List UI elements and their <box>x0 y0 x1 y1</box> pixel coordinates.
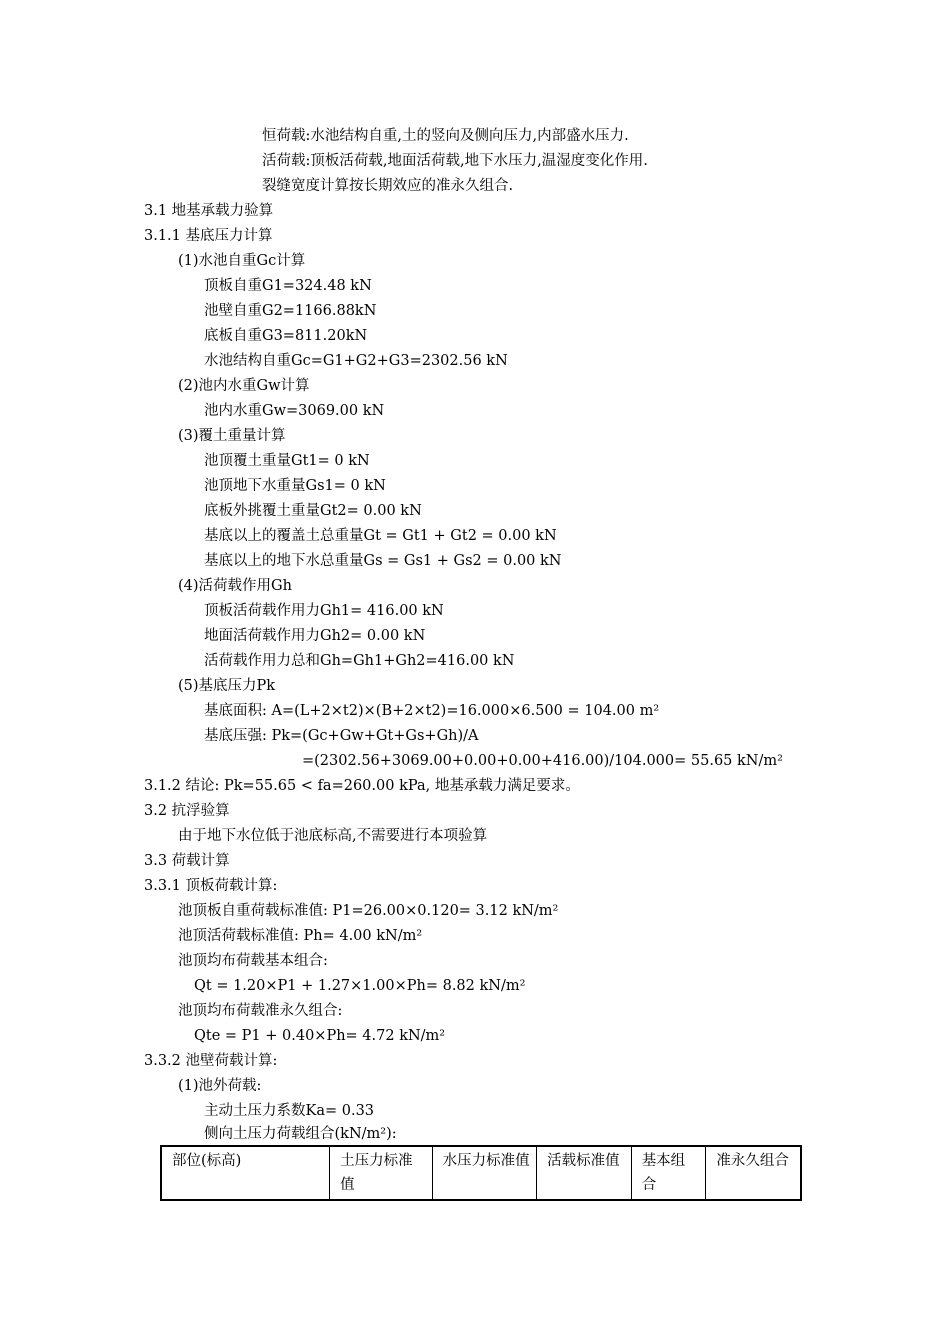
subsection-heading: (1)水池自重Gc计算 <box>178 253 306 269</box>
text-line: 顶板活荷载作用力Gh1= 416.00 kN <box>204 603 444 619</box>
col-header-quasi-permanent: 准永久组合 <box>706 1146 801 1200</box>
section-heading: 3.1 地基承载力验算 <box>144 203 274 219</box>
subsection-heading: (3)覆土重量计算 <box>178 428 286 444</box>
section-heading: 3.1.2 结论: Pk=55.65 < fa=260.00 kPa, 地基承载力满足要求。 <box>144 778 580 794</box>
text-line: 侧向土压力荷载组合(kN/m²): <box>204 1126 397 1142</box>
text-line: 由于地下水位低于池底标高,不需要进行本项验算 <box>178 828 488 844</box>
text-line: 顶板自重G1=324.48 kN <box>204 278 372 294</box>
subsection-heading: (2)池内水重Gw计算 <box>178 378 310 394</box>
subsection-heading: (4)活荷载作用Gh <box>178 578 292 594</box>
text-line: 地面活荷载作用力Gh2= 0.00 kN <box>204 628 426 644</box>
text-line: 恒荷载:水池结构自重,土的竖向及侧向压力,内部盛水压力. <box>262 128 629 144</box>
text-line: Qt = 1.20×P1 + 1.27×1.00×Ph= 8.82 kN/m² <box>194 978 526 994</box>
text-line: 池顶板自重荷载标准值: P1=26.00×0.120= 3.12 kN/m² <box>178 903 559 919</box>
section-heading: 3.1.1 基底压力计算 <box>144 228 273 244</box>
text-line: 基底压强: Pk=(Gc+Gw+Gt+Gs+Gh)/A <box>204 728 479 744</box>
text-line: 池内水重Gw=3069.00 kN <box>204 403 385 419</box>
subsection-heading: (1)池外荷载: <box>178 1078 262 1094</box>
text-line: 池壁自重G2=1166.88kN <box>204 303 377 319</box>
section-heading: 3.2 抗浮验算 <box>144 803 230 819</box>
table-header-row <box>161 1146 801 1200</box>
earth-pressure-table <box>160 1145 802 1201</box>
section-heading: 3.3.2 池壁荷载计算: <box>144 1053 278 1069</box>
text-line: 主动土压力系数Ka= 0.33 <box>204 1103 375 1119</box>
text-line: 池顶均布荷载基本组合: <box>178 953 328 969</box>
text-line: 池顶地下水重量Gs1= 0 kN <box>204 478 386 494</box>
text-line: =(2302.56+3069.00+0.00+0.00+416.00)/104.000= 55.65 kN/m² <box>302 753 783 769</box>
text-line: 水池结构自重Gc=G1+G2+G3=2302.56 kN <box>204 353 508 369</box>
text-line: 基底以上的地下水总重量Gs = Gs1 + Gs2 = 0.00 kN <box>204 553 562 569</box>
col-header-water-pressure: 水压力标准值 <box>432 1146 537 1200</box>
col-header-earth-pressure: 土压力标准值 <box>330 1146 433 1200</box>
text-line: 基底面积: A=(L+2×t2)×(B+2×t2)=16.000×6.500 = 104.00 m² <box>204 703 660 719</box>
section-heading: 3.3.1 顶板荷载计算: <box>144 878 278 894</box>
text-line: 底板外挑覆土重量Gt2= 0.00 kN <box>204 503 422 519</box>
text-line: 裂缝宽度计算按长期效应的准永久组合. <box>262 178 514 194</box>
col-header-live-load: 活载标准值 <box>537 1146 632 1200</box>
text-line: 池顶活荷载标准值: Ph= 4.00 kN/m² <box>178 928 423 944</box>
text-line: 基底以上的覆盖土总重量Gt = Gt1 + Gt2 = 0.00 kN <box>204 528 557 544</box>
col-header-location: 部位(标高) <box>161 1146 330 1200</box>
text-line: Qte = P1 + 0.40×Ph= 4.72 kN/m² <box>194 1028 446 1044</box>
text-line: 底板自重G3=811.20kN <box>204 328 368 344</box>
text-line: 池顶覆土重量Gt1= 0 kN <box>204 453 370 469</box>
text-line: 活荷载作用力总和Gh=Gh1+Gh2=416.00 kN <box>204 653 515 669</box>
section-heading: 3.3 荷载计算 <box>144 853 230 869</box>
text-line: 池顶均布荷载准永久组合: <box>178 1003 343 1019</box>
text-line: 活荷载:顶板活荷载,地面活荷载,地下水压力,温湿度变化作用. <box>262 153 648 169</box>
subsection-heading: (5)基底压力Pk <box>178 678 276 694</box>
col-header-basic-combination: 基本组合 <box>631 1146 706 1200</box>
